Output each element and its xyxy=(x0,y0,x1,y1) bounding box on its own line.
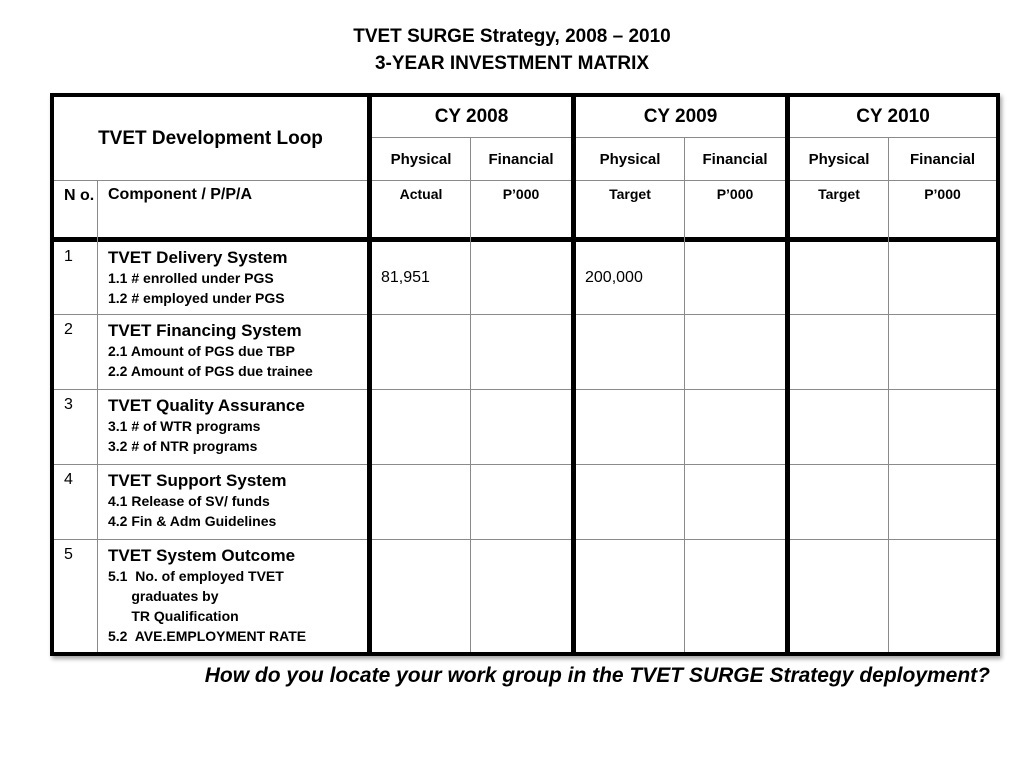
row-number: 5 xyxy=(64,546,73,563)
component-cell xyxy=(98,315,367,389)
value-cell xyxy=(685,538,785,652)
value-cell xyxy=(576,538,684,652)
row-number: 2 xyxy=(64,321,73,338)
component-item: graduates by xyxy=(108,588,219,604)
component-title: TVET Quality Assurance xyxy=(108,396,305,415)
value-cell xyxy=(889,463,996,539)
year-header-2008: CY 2008 xyxy=(434,106,509,127)
loop-header: TVET Development Loop xyxy=(98,127,323,149)
component-item: 4.1 Release of SV/ funds xyxy=(108,493,270,509)
component-item: 3.2 # of NTR programs xyxy=(108,438,258,454)
value-cell xyxy=(790,388,888,464)
component-title: TVET Delivery System xyxy=(108,248,288,267)
component-item: 5.1 No. of employed TVET xyxy=(108,568,284,584)
component-cell xyxy=(98,242,367,314)
value-cell xyxy=(471,240,570,314)
value-cell xyxy=(471,538,570,652)
value-cell xyxy=(889,313,996,389)
value-cell xyxy=(685,463,785,539)
row-number: 3 xyxy=(64,396,73,413)
unit-label: Actual xyxy=(399,186,443,202)
value-cell xyxy=(471,388,570,464)
subheader-physical: Physical xyxy=(808,150,870,168)
row-number: 1 xyxy=(64,248,73,265)
number-column-header: N o. xyxy=(64,187,95,204)
value-cell xyxy=(685,240,785,314)
component-column-header: Component / P/P/A xyxy=(108,186,252,203)
component-item: 5.2 AVE.EMPLOYMENT RATE xyxy=(108,628,307,644)
value-cell xyxy=(790,240,888,314)
subheader-physical: Physical xyxy=(599,150,661,168)
value-cell xyxy=(576,388,684,464)
value-cell xyxy=(790,538,888,652)
subheader-financial: Financial xyxy=(909,150,976,168)
component-title: TVET System Outcome xyxy=(108,546,296,565)
component-cell xyxy=(98,390,367,464)
unit-label: P’000 xyxy=(716,186,754,202)
value-cell xyxy=(372,388,470,464)
component-item: 2.1 Amount of PGS due TBP xyxy=(108,343,295,359)
value-cell xyxy=(576,313,684,389)
component-item: 1.1 # enrolled under PGS xyxy=(108,270,274,286)
value-cell xyxy=(471,463,570,539)
value-cell xyxy=(685,388,785,464)
component-item: 3.1 # of WTR programs xyxy=(108,418,261,434)
page-title: TVET SURGE Strategy, 2008 – 2010 xyxy=(353,26,671,47)
unit-label: Target xyxy=(818,186,860,202)
component-item: 4.2 Fin & Adm Guidelines xyxy=(108,513,277,529)
subheader-physical: Physical xyxy=(390,150,452,168)
value-cell xyxy=(685,313,785,389)
subheader-financial: Financial xyxy=(702,150,768,168)
subheader-financial: Financial xyxy=(488,150,554,168)
unit-label: Target xyxy=(609,186,651,202)
value-cell: 200,000 xyxy=(585,269,643,286)
component-item: TR Qualification xyxy=(108,608,239,624)
value-cell xyxy=(372,313,470,389)
value-cell xyxy=(372,538,470,652)
value-cell xyxy=(372,463,470,539)
component-cell xyxy=(98,540,367,652)
value-cell xyxy=(889,388,996,464)
value-cell xyxy=(576,463,684,539)
page-subtitle: 3-YEAR INVESTMENT MATRIX xyxy=(374,53,650,74)
investment-matrix-table xyxy=(50,93,1000,656)
unit-label: P’000 xyxy=(502,186,540,202)
value-cell xyxy=(471,313,570,389)
value-cell xyxy=(790,313,888,389)
year-header-2009: CY 2009 xyxy=(643,106,718,127)
value-cell: 81,951 xyxy=(381,269,430,286)
unit-label: P’000 xyxy=(924,186,961,202)
year-header-2010: CY 2010 xyxy=(856,106,930,127)
value-cell xyxy=(790,463,888,539)
discussion-question: How do you locate your work group in the TVET SURGE Strategy deployment? xyxy=(204,664,990,687)
row-number: 4 xyxy=(64,471,73,488)
component-title: TVET Financing System xyxy=(108,321,302,340)
component-item: 1.2 # employed under PGS xyxy=(108,290,285,306)
value-cell xyxy=(889,538,996,652)
component-item: 2.2 Amount of PGS due trainee xyxy=(108,363,313,379)
component-title: TVET Support System xyxy=(108,471,287,490)
value-cell xyxy=(889,240,996,314)
component-cell xyxy=(98,465,367,539)
